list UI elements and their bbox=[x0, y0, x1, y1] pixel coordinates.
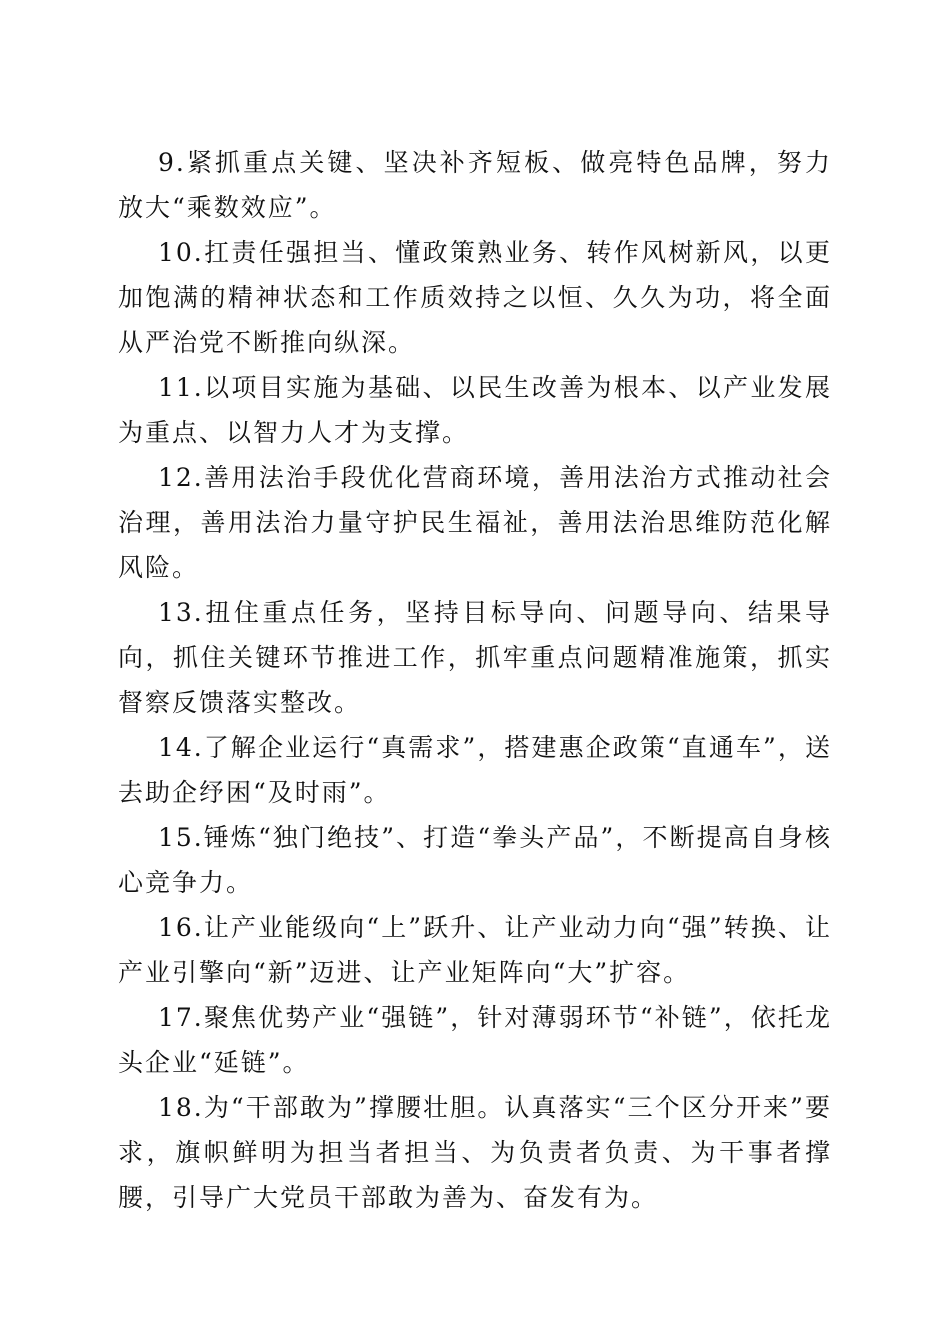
paragraph-10: 10.扛责任强担当、懂政策熟业务、转作风树新风，以更加饱满的精神状态和工作质效持之以恒、久久为功，将全面从严治党不断推向纵深。 bbox=[118, 238, 832, 357]
paragraph-13: 13.扭住重点任务，坚持目标导向、问题导向、结果导向，抓住关键环节推进工作，抓牢重点问题精准施策，抓实督察反馈落实整改。 bbox=[118, 598, 832, 717]
paragraph-14: 14.了解企业运行“真需求”，搭建惠企政策“直通车”，送去助企纾困“及时雨”。 bbox=[118, 733, 832, 807]
paragraph-12: 12.善用法治手段优化营商环境，善用法治方式推动社会治理，善用法治力量守护民生福祉，善用法治思维防范化解风险。 bbox=[118, 463, 832, 582]
paragraph-16: 16.让产业能级向“上”跃升、让产业动力向“强”转换、让产业引擎向“新”迈进、让产业矩阵向“大”扩容。 bbox=[118, 913, 832, 987]
document-body bbox=[118, 140, 832, 1220]
paragraph-18: 18.为“干部敢为”撑腰壮胆。认真落实“三个区分开来”要求，旗帜鲜明为担当者担当、为负责者负责、为干事者撑腰，引导广大党员干部敢为善为、奋发有为。 bbox=[118, 1093, 832, 1212]
paragraph-15: 15.锤炼“独门绝技”、打造“拳头产品”，不断提高自身核心竞争力。 bbox=[118, 823, 832, 897]
paragraph-17: 17.聚焦优势产业“强链”，针对薄弱环节“补链”，依托龙头企业“延链”。 bbox=[118, 1003, 832, 1077]
paragraph-11: 11.以项目实施为基础、以民生改善为根本、以产业发展为重点、以智力人才为支撑。 bbox=[118, 373, 832, 447]
paragraph-9: 9.紧抓重点关键、坚决补齐短板、做亮特色品牌，努力放大“乘数效应”。 bbox=[118, 148, 832, 222]
